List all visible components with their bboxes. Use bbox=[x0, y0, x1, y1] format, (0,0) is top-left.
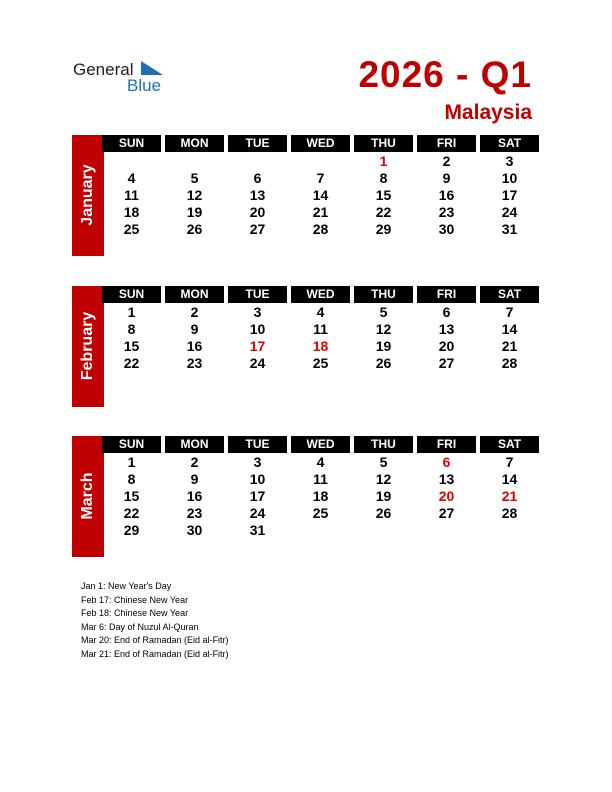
day-cell: 4 bbox=[316, 454, 325, 470]
logo-text-blue: Blue bbox=[127, 76, 162, 95]
month-tab bbox=[72, 286, 104, 407]
holiday-item: Jan 1: New Year's Day bbox=[81, 581, 172, 591]
weekday-header: SUN bbox=[102, 286, 161, 303]
week-row bbox=[102, 153, 540, 170]
day-cell: 27 bbox=[249, 221, 266, 237]
weekday-header: MON bbox=[165, 286, 224, 303]
day-cell: 10 bbox=[501, 170, 518, 186]
day-cell: 23 bbox=[186, 505, 203, 521]
month-tab bbox=[72, 135, 104, 256]
holiday-item: Mar 21: End of Ramadan (Eid al-Fitr) bbox=[81, 648, 229, 659]
day-cell: 2 bbox=[190, 304, 199, 320]
day-cell: 21 bbox=[501, 338, 518, 354]
day-cell: 16 bbox=[438, 187, 455, 203]
day-cell: 1 bbox=[127, 454, 136, 470]
day-cell: 20 bbox=[438, 338, 455, 354]
day-cell: 26 bbox=[375, 505, 392, 521]
day-cell: 3 bbox=[253, 454, 262, 470]
holiday-item: Feb 18: Chinese New Year bbox=[81, 608, 189, 619]
day-cell bbox=[102, 153, 161, 170]
day-cell: 18 bbox=[312, 488, 329, 504]
weekday-header: SAT bbox=[480, 286, 539, 303]
day-cell: 6 bbox=[253, 170, 262, 186]
day-cell: 3 bbox=[253, 304, 262, 320]
weekday-header: FRI bbox=[417, 286, 476, 303]
weekday-header: TUE bbox=[228, 286, 287, 303]
logo-text-general: General bbox=[73, 60, 134, 79]
day-cell: 9 bbox=[442, 170, 451, 186]
day-cell bbox=[291, 153, 350, 170]
week-row bbox=[102, 170, 540, 187]
day-cell: 27 bbox=[438, 355, 455, 371]
day-cell: 17 bbox=[501, 187, 518, 203]
week-row bbox=[102, 505, 540, 522]
holiday-day-cell: 6 bbox=[442, 454, 451, 470]
week-row bbox=[102, 321, 540, 338]
weekday-header: TUE bbox=[228, 135, 287, 152]
week-row bbox=[102, 471, 540, 488]
weekday-header: TUE bbox=[228, 436, 287, 453]
week-row bbox=[102, 187, 540, 204]
day-cell: 17 bbox=[249, 488, 266, 504]
weekday-header: THU bbox=[354, 286, 413, 303]
day-cell: 10 bbox=[249, 321, 266, 337]
day-cell: 9 bbox=[190, 471, 199, 487]
day-cell: 22 bbox=[375, 204, 392, 220]
weekday-header: WED bbox=[291, 436, 350, 453]
day-cell: 9 bbox=[190, 321, 199, 337]
day-cell: 19 bbox=[186, 204, 203, 220]
day-cell: 12 bbox=[375, 321, 392, 337]
day-cell: 22 bbox=[123, 505, 140, 521]
weekday-header: SAT bbox=[480, 135, 539, 152]
holiday-item: Mar 20: End of Ramadan (Eid al-Fitr) bbox=[81, 635, 229, 646]
logo-flag-icon bbox=[141, 61, 163, 75]
day-cell: 8 bbox=[127, 471, 136, 487]
generalblue-logo bbox=[73, 60, 173, 96]
weekday-header: THU bbox=[354, 436, 413, 453]
day-cell: 26 bbox=[186, 221, 203, 237]
week-row bbox=[102, 221, 540, 238]
day-cell: 31 bbox=[501, 221, 518, 237]
weekday-header: SUN bbox=[102, 436, 161, 453]
week-row bbox=[102, 488, 540, 505]
day-cell: 18 bbox=[123, 204, 140, 220]
day-cell: 25 bbox=[312, 355, 329, 371]
day-cell bbox=[291, 522, 350, 539]
day-cell: 28 bbox=[501, 355, 518, 371]
day-cell bbox=[417, 522, 476, 539]
holiday-item: Feb 17: Chinese New Year bbox=[81, 594, 189, 605]
weekday-header: FRI bbox=[417, 135, 476, 152]
day-cell: 4 bbox=[127, 170, 136, 186]
day-cell: 7 bbox=[505, 304, 514, 320]
day-cell: 25 bbox=[312, 505, 329, 521]
day-cell: 15 bbox=[375, 187, 392, 203]
country-name: Malaysia bbox=[444, 101, 532, 124]
day-cell: 23 bbox=[186, 355, 203, 371]
weekday-header: SUN bbox=[102, 135, 161, 152]
day-cell: 29 bbox=[123, 522, 140, 538]
day-cell bbox=[228, 153, 287, 170]
page-title: 2026 - Q1 bbox=[358, 54, 532, 95]
day-cell: 24 bbox=[249, 355, 266, 371]
day-cell: 24 bbox=[501, 204, 518, 220]
holiday-day-cell: 20 bbox=[438, 488, 455, 504]
week-row bbox=[102, 204, 540, 221]
day-cell: 26 bbox=[375, 355, 392, 371]
day-cell: 27 bbox=[438, 505, 455, 521]
month-block-january bbox=[72, 135, 540, 256]
day-cell: 2 bbox=[190, 454, 199, 470]
week-row bbox=[102, 304, 540, 321]
weekday-header: WED bbox=[291, 135, 350, 152]
day-cell: 2 bbox=[442, 153, 451, 169]
day-cell: 15 bbox=[123, 338, 140, 354]
day-cell: 4 bbox=[316, 304, 325, 320]
holiday-item: Mar 6: Day of Nuzul Al-Quran bbox=[81, 621, 199, 632]
weekday-header: SAT bbox=[480, 436, 539, 453]
day-cell bbox=[480, 522, 539, 539]
month-block-march bbox=[72, 436, 540, 557]
month-tab bbox=[72, 436, 104, 557]
day-cell: 23 bbox=[438, 204, 455, 220]
day-cell: 30 bbox=[438, 221, 455, 237]
day-cell: 1 bbox=[127, 304, 136, 320]
month-grid bbox=[102, 286, 540, 372]
day-cell: 28 bbox=[312, 221, 329, 237]
day-cell: 14 bbox=[501, 321, 518, 337]
holiday-day-cell: 18 bbox=[312, 338, 329, 354]
day-cell: 16 bbox=[186, 488, 203, 504]
day-cell: 25 bbox=[123, 221, 140, 237]
day-cell: 8 bbox=[127, 321, 136, 337]
day-cell: 20 bbox=[249, 204, 266, 220]
day-cell: 13 bbox=[438, 321, 455, 337]
weekday-header-row bbox=[102, 286, 540, 303]
week-row bbox=[102, 454, 540, 471]
day-cell: 19 bbox=[375, 488, 392, 504]
weekday-header: THU bbox=[354, 135, 413, 152]
day-cell: 12 bbox=[186, 187, 203, 203]
day-cell: 5 bbox=[379, 454, 388, 470]
day-cell: 12 bbox=[375, 471, 392, 487]
weekday-header: WED bbox=[291, 286, 350, 303]
day-cell: 5 bbox=[190, 170, 199, 186]
day-cell: 6 bbox=[442, 304, 451, 320]
week-row bbox=[102, 522, 540, 539]
weekday-header: FRI bbox=[417, 436, 476, 453]
day-cell: 22 bbox=[123, 355, 140, 371]
day-cell: 15 bbox=[123, 488, 140, 504]
holiday-list bbox=[81, 580, 229, 662]
day-cell: 29 bbox=[375, 221, 392, 237]
day-cell: 21 bbox=[312, 204, 329, 220]
day-cell bbox=[354, 522, 413, 539]
weekday-header-row bbox=[102, 135, 540, 152]
day-cell: 5 bbox=[379, 304, 388, 320]
day-cell: 7 bbox=[316, 170, 325, 186]
weekday-header: MON bbox=[165, 436, 224, 453]
week-row bbox=[102, 338, 540, 355]
week-row bbox=[102, 355, 540, 372]
day-cell: 14 bbox=[312, 187, 329, 203]
month-grid bbox=[102, 135, 540, 238]
day-cell: 30 bbox=[186, 522, 203, 538]
month-block-february bbox=[72, 286, 540, 407]
month-name: March bbox=[79, 472, 96, 520]
day-cell: 28 bbox=[501, 505, 518, 521]
holiday-day-cell: 17 bbox=[249, 338, 266, 354]
day-cell: 11 bbox=[313, 471, 328, 487]
month-name: February bbox=[79, 311, 96, 381]
day-cell: 10 bbox=[249, 471, 266, 487]
month-grid bbox=[102, 436, 540, 539]
day-cell: 16 bbox=[186, 338, 203, 354]
day-cell: 14 bbox=[501, 471, 518, 487]
day-cell: 8 bbox=[379, 170, 388, 186]
day-cell: 7 bbox=[505, 454, 514, 470]
day-cell: 24 bbox=[249, 505, 266, 521]
day-cell: 19 bbox=[375, 338, 392, 354]
day-cell bbox=[165, 153, 224, 170]
month-name: January bbox=[79, 164, 96, 226]
day-cell: 3 bbox=[505, 153, 514, 169]
day-cell: 13 bbox=[438, 471, 455, 487]
day-cell: 13 bbox=[249, 187, 266, 203]
weekday-header-row bbox=[102, 436, 540, 453]
holiday-day-cell: 1 bbox=[379, 153, 388, 169]
day-cell: 31 bbox=[249, 522, 266, 538]
holiday-day-cell: 21 bbox=[501, 488, 518, 504]
day-cell: 11 bbox=[313, 321, 328, 337]
day-cell: 11 bbox=[124, 187, 139, 203]
weekday-header: MON bbox=[165, 135, 224, 152]
